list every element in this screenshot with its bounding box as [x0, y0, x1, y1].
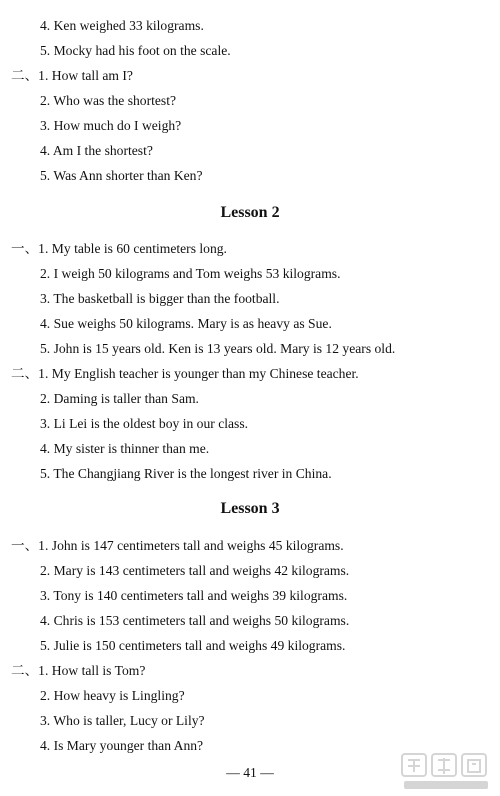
lesson-heading: Lesson 2	[220, 204, 280, 221]
answer-line: 3. Li Lei is the oldest boy in our class.	[40, 416, 249, 431]
answer-line: 二、1. How tall am I?	[11, 68, 133, 83]
answer-line: 二、1. My English teacher is younger than my Chinese teacher.	[11, 366, 359, 381]
lesson-heading: Lesson 3	[220, 500, 280, 517]
answer-line: 2. Mary is 143 centimeters tall and weighs 42 kilograms.	[40, 563, 350, 578]
answer-line: 一、1. John is 147 centimeters tall and weighs 45 kilograms.	[11, 538, 344, 553]
answer-line: 3. The basketball is bigger than the football.	[40, 291, 280, 306]
answer-line: 4. Ken weighed 33 kilograms.	[40, 18, 204, 33]
answer-line: 4. Chris is 153 centimeters tall and weighs 50 kilograms.	[40, 613, 350, 628]
answer-line: 5. Julie is 150 centimeters tall and weighs 49 kilograms.	[40, 638, 346, 653]
page-number: — 41 —	[226, 765, 274, 780]
answer-line: 3. How much do I weigh?	[40, 118, 182, 133]
answer-line: 5. Was Ann shorter than Ken?	[40, 168, 203, 183]
answer-line: 4. Sue weighs 50 kilograms. Mary is as heavy as Sue.	[40, 316, 332, 331]
answer-line: 5. Mocky had his foot on the scale.	[40, 43, 231, 58]
answer-line: 一、1. My table is 60 centimeters long.	[11, 241, 227, 256]
answer-line: 2. How heavy is Lingling?	[40, 688, 185, 703]
answer-line: 3. Who is taller, Lucy or Lily?	[40, 713, 205, 728]
answer-line: 4. Is Mary younger than Ann?	[40, 738, 204, 753]
answer-line: 5. The Changjiang River is the longest river in China.	[40, 466, 332, 481]
answer-line: 4. My sister is thinner than me.	[40, 441, 210, 456]
answer-line: 4. Am I the shortest?	[40, 143, 153, 158]
answer-line: 2. Daming is taller than Sam.	[40, 391, 199, 406]
answer-line: 3. Tony is 140 centimeters tall and weighs 39 kilograms.	[40, 588, 348, 603]
answer-line: 5. John is 15 years old. Ken is 13 years old. Mary is 12 years old.	[40, 341, 396, 356]
answer-line: 2. I weigh 50 kilograms and Tom weighs 53 kilograms.	[40, 266, 341, 281]
answer-line: 二、1. How tall is Tom?	[11, 663, 146, 678]
answer-line: 2. Who was the shortest?	[40, 93, 177, 108]
watermark-logo	[396, 750, 496, 794]
